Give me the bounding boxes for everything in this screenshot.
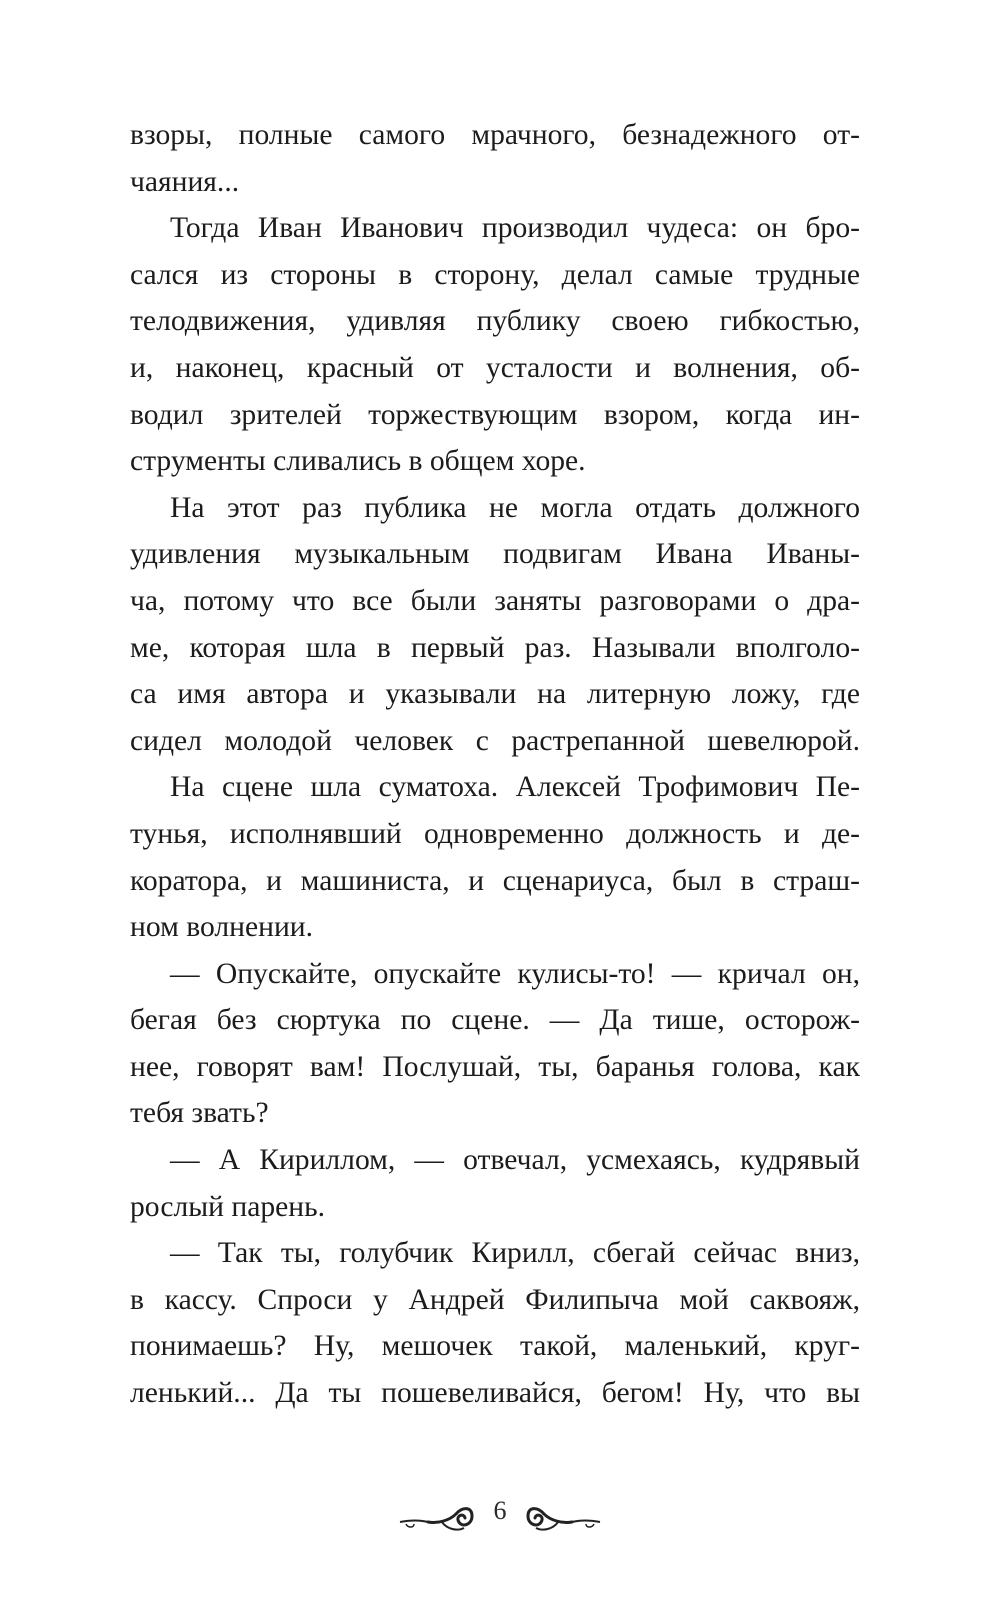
text-line: коратора, и машиниста, и сценариуса, был в страш-	[130, 864, 860, 897]
text-line: — А Кириллом, — отвечал, усмехаясь, кудрявый	[170, 1144, 860, 1177]
text-line: сался из стороны в сторону, делал самые трудные	[130, 258, 860, 291]
text-line: ном волнении.	[130, 911, 314, 944]
text-line: ленький... Да ты пошевеливайся, бегом! Ну, что вы	[130, 1377, 860, 1410]
text-line: понимаешь? Ну, мешочек такой, маленький, круг-	[130, 1330, 860, 1363]
text-line: Тогда Иван Иванович производил чудеса: он бро-	[170, 212, 860, 245]
text-line: водил зрителей торжествующим взором, когда ин-	[130, 398, 860, 431]
text-line: — Так ты, голубчик Кирилл, сбегай сейчас вниз,	[170, 1237, 860, 1270]
text-line: бегая без сюртука по сцене. — Да тише, осторож-	[130, 1004, 860, 1037]
text-line: удивления музыкальным подвигам Ивана Иваны-	[130, 538, 860, 571]
text-line: ме, которая шла в первый раз. Называли вполголо-	[130, 631, 860, 664]
text-line: в кассу. Спроси у Андрей Филипыча мой саквояж,	[130, 1283, 860, 1316]
text-line: — Опускайте, опускайте кулисы-то! — кричал он,	[170, 957, 860, 990]
text-line: и, наконец, красный от усталости и волнения, об-	[130, 351, 860, 384]
text-line: чаяния...	[130, 165, 240, 198]
text-line: взоры, полные самого мрачного, безнадежного от-	[130, 119, 860, 151]
text-line: струменты сливались в общем хоре.	[130, 445, 586, 478]
page-footer	[0, 1490, 1000, 1550]
text-line: тунья, исполнявший одновременно должность и де-	[130, 817, 860, 850]
body-text	[130, 112, 860, 1417]
swirl-ornament-icon	[524, 1498, 602, 1538]
text-line: На сцене шла суматоха. Алексей Трофимович Пе-	[170, 771, 860, 804]
text-line: тебя звать?	[130, 1097, 269, 1130]
text-line: рослый парень.	[130, 1190, 325, 1223]
text-line: нее, говорят вам! Послушай, ты, баранья голова, как	[130, 1050, 860, 1083]
page-number: 6	[493, 1496, 507, 1525]
text-line: ча, потому что все были заняты разговорами о дра-	[130, 584, 860, 617]
text-line: сидел молодой человек с растрепанной шевелюрой.	[130, 724, 860, 757]
swirl-ornament-icon	[398, 1498, 476, 1538]
text-line: На этот раз публика не могла отдать должного	[170, 491, 860, 524]
text-line: телодвижения, удивляя публику своею гибкостью,	[130, 305, 860, 338]
text-line: са имя автора и указывали на литерную ложу, где	[130, 678, 860, 711]
